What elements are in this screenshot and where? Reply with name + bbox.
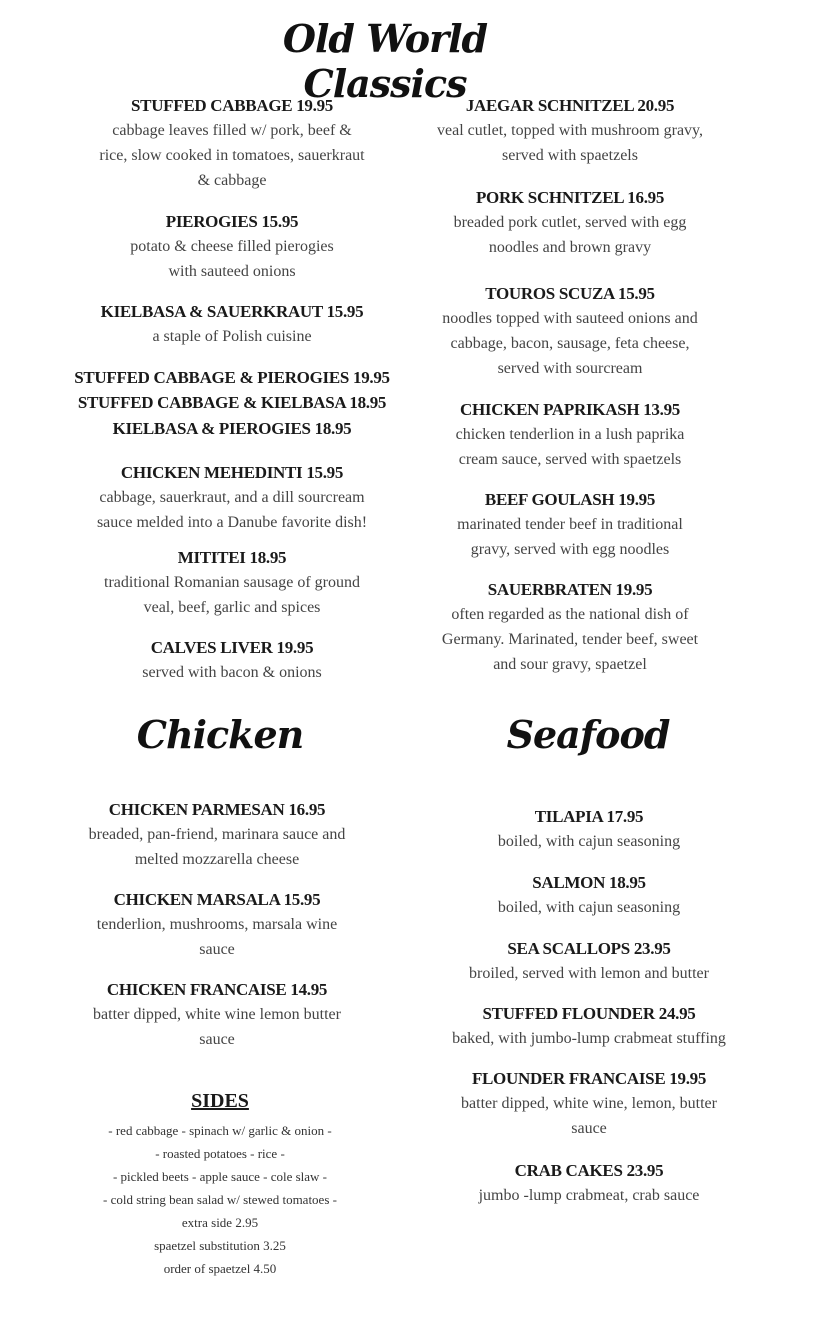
- sides-line: extra side 2.95: [181, 1215, 259, 1230]
- menu-item: [62, 461, 402, 535]
- sides-line: - pickled beets - apple sauce - cole slaw -: [112, 1169, 328, 1184]
- menu-item-description: chicken tenderlion in a lush paprika: [455, 426, 685, 443]
- menu-item-description: batter dipped, white wine, lemon, butter: [461, 1095, 717, 1112]
- menu-item-description: cabbage, bacon, sausage, feta cheese,: [450, 335, 690, 352]
- menu-item-description: sauce: [199, 941, 235, 958]
- sides-line: spaetzel substitution 3.25: [154, 1238, 286, 1253]
- menu-item-description: rice, slow cooked in tomatoes, sauerkraut: [99, 147, 365, 164]
- menu-item-name: CALVES LIVER 19.95: [150, 638, 314, 657]
- menu-item: [430, 805, 748, 854]
- menu-item: [62, 391, 402, 415]
- sides-section: [60, 1090, 380, 1280]
- menu-item: [62, 300, 402, 349]
- menu-item: [62, 417, 402, 441]
- menu-item-description: often regarded as the national dish of: [451, 606, 689, 623]
- menu-item: [430, 1159, 748, 1208]
- menu-item: [62, 546, 402, 620]
- sides-line: order of spaetzel 4.50: [163, 1261, 277, 1276]
- menu-item-name: CHICKEN MEHEDINTI 15.95: [120, 463, 344, 482]
- menu-item-name: MITITEI 18.95: [177, 548, 287, 567]
- menu-item-description: and sour gravy, spaetzel: [493, 656, 647, 673]
- menu-item-description: potato & cheese filled pierogies: [130, 238, 334, 255]
- menu-item-description: cream sauce, served with spaetzels: [458, 451, 682, 468]
- menu-item-name: CHICKEN FRANCAISE 14.95: [106, 980, 328, 999]
- menu-item-description: cabbage, sauerkraut, and a dill sourcream: [99, 489, 365, 506]
- menu-item: [415, 488, 725, 562]
- menu-item-description: melted mozzarella cheese: [134, 851, 300, 868]
- menu-item-name: CRAB CAKES 23.95: [514, 1161, 664, 1180]
- menu-item: [62, 366, 402, 390]
- menu-item-name: PORK SCHNITZEL 16.95: [475, 188, 665, 207]
- menu-item-description: boiled, with cajun seasoning: [497, 833, 681, 850]
- menu-item-name: JAEGAR SCHNITZEL 20.95: [465, 96, 675, 115]
- menu-item-name: TILAPIA 17.95: [534, 807, 644, 826]
- menu-item-name: PIEROGIES 15.95: [165, 212, 299, 231]
- classics-title: Old World Classics: [282, 16, 488, 106]
- menu-item-description: served with spaetzels: [502, 147, 638, 164]
- menu-item: [415, 578, 725, 677]
- menu-item-name: STUFFED CABBAGE & PIEROGIES 19.95: [74, 368, 390, 387]
- menu-item: [62, 94, 402, 193]
- menu-item-description: broiled, served with lemon and butter: [469, 965, 709, 982]
- menu-item-description: tenderlion, mushrooms, marsala wine: [96, 916, 338, 933]
- menu-item-description: & cabbage: [197, 172, 267, 189]
- menu-item-name: CHICKEN PAPRIKASH 13.95: [460, 400, 680, 419]
- menu-item: [62, 636, 402, 685]
- sides-line: - red cabbage - spinach w/ garlic & onion -: [108, 1123, 332, 1138]
- menu-item: [62, 210, 402, 284]
- menu-item-description: boiled, with cajun seasoning: [497, 899, 681, 916]
- menu-item-description: sauce: [571, 1120, 607, 1137]
- menu-item-description: sauce: [199, 1031, 235, 1048]
- menu-item-name: SALMON 18.95: [532, 873, 646, 892]
- menu-item-description: with sauteed onions: [168, 263, 296, 280]
- menu-item-description: Germany. Marinated, tender beef, sweet: [441, 631, 699, 648]
- menu-item-description: gravy, served with egg noodles: [470, 541, 670, 558]
- seafood-title: Seafood: [506, 712, 670, 757]
- menu-item: [415, 398, 725, 472]
- menu-item-description: a staple of Polish cuisine: [152, 328, 312, 345]
- menu-item: [62, 798, 372, 872]
- sides-title: SIDES: [191, 1090, 249, 1112]
- menu-item: [415, 94, 725, 168]
- menu-item: [62, 888, 372, 962]
- menu-item: [430, 871, 748, 920]
- menu-item-description: batter dipped, white wine lemon butter: [93, 1006, 341, 1023]
- menu-item-description: marinated tender beef in traditional: [457, 516, 683, 533]
- chicken-title: Chicken: [136, 712, 304, 757]
- menu-item-description: traditional Romanian sausage of ground: [104, 574, 360, 591]
- menu-item-name: KIELBASA & PIEROGIES 18.95: [112, 419, 352, 438]
- menu-item-name: STUFFED CABBAGE 19.95: [131, 96, 333, 115]
- menu-item: [415, 282, 725, 381]
- menu-item-description: baked, with jumbo-lump crabmeat stuffing: [452, 1030, 726, 1047]
- menu-item-description: jumbo -lump crabmeat, crab sauce: [478, 1187, 700, 1204]
- menu-item-name: STUFFED CABBAGE & KIELBASA 18.95: [77, 393, 387, 412]
- menu-item-name: STUFFED FLOUNDER 24.95: [482, 1004, 696, 1023]
- menu-item: [430, 1067, 748, 1141]
- menu-item-name: BEEF GOULASH 19.95: [484, 490, 656, 509]
- menu-item-name: CHICKEN PARMESAN 16.95: [108, 800, 326, 819]
- menu-item-description: noodles topped with sauteed onions and: [442, 310, 698, 327]
- sides-line: - cold string bean salad w/ stewed tomatoes -: [103, 1192, 337, 1207]
- menu-item-description: sauce melded into a Danube favorite dish!: [96, 514, 368, 531]
- menu-item-name: SAUERBRATEN 19.95: [487, 580, 653, 599]
- menu-item: [62, 978, 372, 1052]
- menu-item-name: CHICKEN MARSALA 15.95: [113, 890, 321, 909]
- menu-item-name: KIELBASA & SAUERKRAUT 15.95: [100, 302, 364, 321]
- menu-item-name: FLOUNDER FRANCAISE 19.95: [471, 1069, 707, 1088]
- menu-item: [430, 937, 748, 986]
- menu-item: [415, 186, 725, 260]
- menu-item-description: breaded pork cutlet, served with egg: [453, 214, 687, 231]
- menu-item-description: served with bacon & onions: [142, 664, 322, 681]
- menu-item-name: TOUROS SCUZA 15.95: [485, 284, 655, 303]
- menu-item-description: veal, beef, garlic and spices: [143, 599, 321, 616]
- menu-item-description: served with sourcream: [497, 360, 643, 377]
- menu-item-description: breaded, pan-friend, marinara sauce and: [88, 826, 346, 843]
- menu-item-description: noodles and brown gravy: [488, 239, 652, 256]
- menu-item-name: SEA SCALLOPS 23.95: [507, 939, 671, 958]
- sides-line: - roasted potatoes - rice -: [155, 1146, 285, 1161]
- menu-item-description: veal cutlet, topped with mushroom gravy,: [436, 122, 703, 139]
- menu-item: [430, 1002, 748, 1051]
- menu-item-description: cabbage leaves filled w/ pork, beef &: [112, 122, 352, 139]
